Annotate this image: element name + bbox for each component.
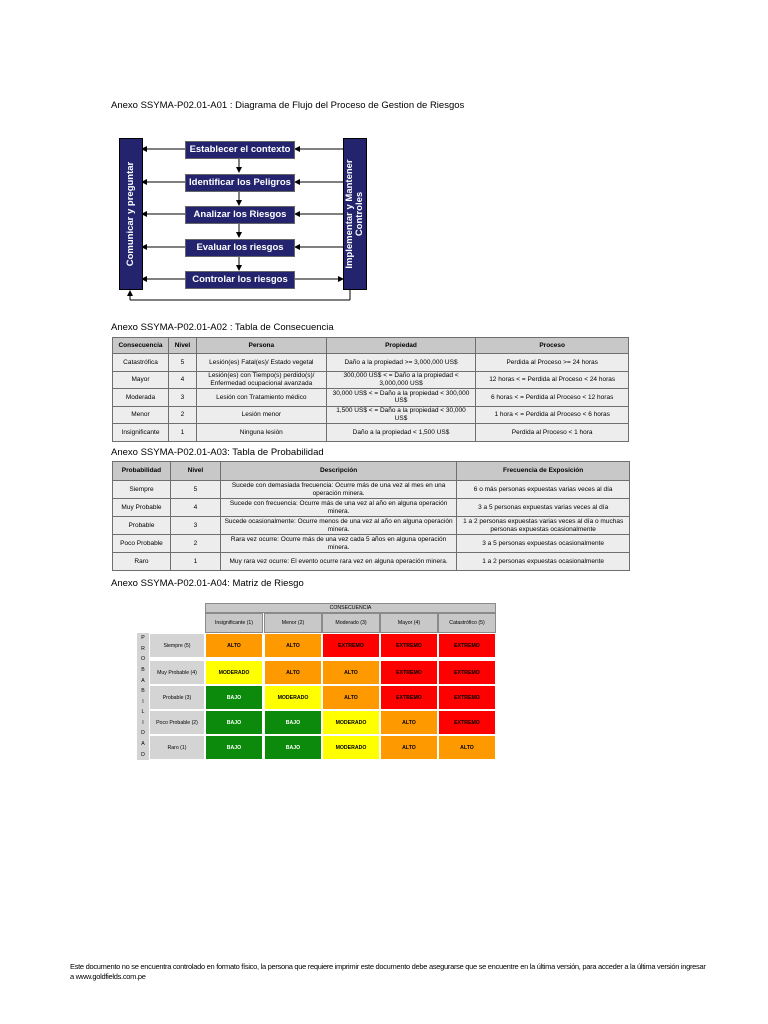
matrix-cell: EXTREMO — [438, 660, 496, 685]
table-cell: Lesión(es) Fatal(es)/ Estado vegetal — [196, 354, 326, 372]
table-cell: 6 horas < = Perdida al Proceso < 12 horas — [476, 389, 629, 407]
matrix-col-header: Mayor (4) — [380, 613, 438, 633]
heading-a01: Anexo SSYMA-P02.01-A01 : Diagrama de Flujo del Proceso de Gestion de Riesgos — [111, 100, 465, 111]
table-cell: 3 a 5 personas expuestas varias veces al día — [457, 499, 630, 517]
left-bar-communicate — [119, 138, 143, 290]
table-row — [113, 517, 630, 535]
table-cell: Daño a la propiedad >= 3,000,000 US$ — [326, 354, 476, 372]
matrix-cell: EXTREMO — [380, 633, 438, 658]
table-cell: Muy rara vez ocurre: El evento ocurre rara vez en alguna operación minera. — [220, 553, 456, 571]
matrix-cell: EXTREMO — [438, 710, 496, 735]
matrix-cell: EXTREMO — [438, 685, 496, 710]
flow-step-1: Establecer el contexto — [185, 141, 295, 159]
table-cell: Sucede con demasiada frecuencia: Ocurre más de una vez al mes en una operación minera. — [220, 481, 456, 499]
matrix-cell: ALTO — [322, 660, 380, 685]
col-header: Nivel — [168, 338, 196, 354]
matrix-cell: EXTREMO — [380, 660, 438, 685]
table-cell: 1,500 US$ < = Daño a la propiedad < 30,000 US$ — [326, 406, 476, 424]
consequence-table — [112, 337, 629, 442]
matrix-cell: MODERADO — [322, 735, 380, 760]
matrix-cell: ALTO — [205, 633, 263, 658]
right-bar-label-line2: Controles — [354, 191, 365, 237]
flow-step-3: Analizar los Riesgos — [185, 206, 295, 224]
matrix-col-header: Moderado (3) — [322, 613, 380, 633]
matrix-cell: EXTREMO — [380, 685, 438, 710]
table-cell: 300,000 US$ < = Daño a la propiedad < 3,000,000 US$ — [326, 371, 476, 389]
probability-letter: D — [141, 730, 145, 737]
matrix-cell: MODERADO — [205, 660, 263, 685]
col-header: Frecuencia de Exposición — [457, 462, 630, 481]
flow-step-5: Controlar los riesgos — [185, 271, 295, 289]
table-row — [113, 535, 630, 553]
table-cell: 1 a 2 personas expuestas ocasionalmente — [457, 553, 630, 571]
table-cell: Lesión menor — [196, 406, 326, 424]
table-cell: Moderada — [113, 389, 169, 407]
probability-letter: A — [141, 677, 145, 684]
probability-letter: I — [142, 698, 144, 705]
table-cell: Perdida al Proceso >= 24 horas — [476, 354, 629, 372]
table-row — [113, 354, 629, 372]
matrix-cell: BAJO — [205, 710, 263, 735]
right-bar-implement — [343, 138, 367, 290]
probability-letter: O — [140, 656, 146, 663]
matrix-col-header: Menor (2) — [264, 613, 322, 633]
probability-letter: D — [141, 751, 145, 758]
table-cell: 4 — [170, 499, 220, 517]
matrix-row-header: Siempre (5) — [149, 633, 205, 658]
table-cell: 30,000 US$ < = Daño a la propiedad < 300,000 US$ — [326, 389, 476, 407]
table-cell: 4 — [168, 371, 196, 389]
table-cell: 3 — [168, 389, 196, 407]
right-bar-label — [345, 159, 365, 268]
probability-table — [112, 461, 630, 571]
table-cell: Lesión con Tratamiento médico — [196, 389, 326, 407]
table-cell: Poco Probable — [113, 535, 171, 553]
matrix-row-header: Muy Probable (4) — [149, 660, 205, 685]
probability-letter: R — [141, 645, 145, 652]
matrix-cell: ALTO — [380, 735, 438, 760]
table-cell: 2 — [168, 406, 196, 424]
col-header: Nivel — [170, 462, 220, 481]
probability-letter: B — [141, 667, 145, 674]
table-row — [113, 553, 630, 571]
probability-letter: I — [142, 719, 144, 726]
table-cell: 2 — [170, 535, 220, 553]
col-header: Propiedad — [326, 338, 476, 354]
table-cell: Mayor — [113, 371, 169, 389]
risk-matrix — [137, 603, 497, 761]
col-header: Consecuencia — [113, 338, 169, 354]
table-cell: Sucede ocasionalmente: Ocurre menos de una vez al año en alguna operación minera. — [220, 517, 456, 535]
table-row — [113, 389, 629, 407]
col-header: Probabilidad — [113, 462, 171, 481]
table-cell: Probable — [113, 517, 171, 535]
table-row — [113, 499, 630, 517]
table-row — [113, 406, 629, 424]
table-cell: Ninguna lesión — [196, 424, 326, 442]
matrix-cell: ALTO — [322, 685, 380, 710]
table-cell: Menor — [113, 406, 169, 424]
risk-process-flow-diagram — [118, 138, 368, 306]
matrix-cell: ALTO — [264, 660, 322, 685]
table-cell: 3 — [170, 517, 220, 535]
matrix-cell: EXTREMO — [322, 633, 380, 658]
table-cell: 1 — [168, 424, 196, 442]
matrix-cell: BAJO — [205, 735, 263, 760]
flow-step-2: Identificar los Peligros — [185, 174, 295, 192]
table-cell: 3 a 5 personas expuestas ocasionalmente — [457, 535, 630, 553]
matrix-probability-axis — [137, 633, 149, 760]
probability-letter: P — [141, 635, 145, 642]
table-header-row — [113, 462, 630, 481]
matrix-cell: ALTO — [264, 633, 322, 658]
table-cell: 5 — [170, 481, 220, 499]
table-cell: 1 — [170, 553, 220, 571]
matrix-cell: EXTREMO — [438, 633, 496, 658]
matrix-cell: MODERADO — [264, 685, 322, 710]
table-cell: 5 — [168, 354, 196, 372]
col-header: Proceso — [476, 338, 629, 354]
matrix-cell: BAJO — [264, 735, 322, 760]
matrix-cell: BAJO — [205, 685, 263, 710]
probability-letter: B — [141, 688, 145, 695]
probability-letter: L — [141, 709, 145, 716]
table-cell: Siempre — [113, 481, 171, 499]
table-header-row — [113, 338, 629, 354]
footer-disclaimer: Este documento no se encuentra controlado en formato físico, la persona que requiere imprimir este documento debe asegurarse que se encuentre en la última versión, para acceder a la última versión ingresar a www.goldfields.com.pe — [70, 962, 706, 981]
table-cell: Insignificante — [113, 424, 169, 442]
table-cell: Raro — [113, 553, 171, 571]
table-cell: Perdida al Proceso < 1 hora — [476, 424, 629, 442]
matrix-row-header: Raro (1) — [149, 735, 205, 760]
matrix-col-header: Catastrófico (5) — [438, 613, 496, 633]
table-row — [113, 424, 629, 442]
heading-a03: Anexo SSYMA-P02.01-A03: Tabla de Probabilidad — [111, 447, 324, 458]
table-cell: 1 hora < = Perdida al Proceso < 6 horas — [476, 406, 629, 424]
matrix-title: CONSECUENCIA — [205, 603, 496, 613]
matrix-col-header: Insignificante (1) — [205, 613, 263, 633]
table-cell: 1 a 2 personas expuestas varias veces al día o muchas personas expuestas ocasionalmente — [457, 517, 630, 535]
probability-letter: A — [141, 741, 145, 748]
table-cell: Catastrófica — [113, 354, 169, 372]
heading-a04: Anexo SSYMA-P02.01-A04: Matriz de Riesgo — [111, 578, 304, 589]
flow-step-4: Evaluar los riesgos — [185, 239, 295, 257]
table-cell: Sucede con frecuencia: Ocurre más de una vez al año en alguna operación minera. — [220, 499, 456, 517]
table-cell: Lesión(es) con Tiempo(s) perdido(s)/ Enfermedad ocupacional avanzada — [196, 371, 326, 389]
matrix-cell: ALTO — [438, 735, 496, 760]
heading-a02: Anexo SSYMA-P02.01-A02 : Tabla de Consecuencia — [111, 322, 334, 333]
table-cell: Daño a la propiedad < 1,500 US$ — [326, 424, 476, 442]
left-bar-label: Comunicar y preguntar — [125, 161, 136, 267]
matrix-cell: ALTO — [380, 710, 438, 735]
matrix-cell: MODERADO — [322, 710, 380, 735]
table-cell: Rara vez ocurre: Ocurre más de una vez cada 5 años en alguna operación minera. — [220, 535, 456, 553]
table-row — [113, 481, 630, 499]
col-header: Persona — [196, 338, 326, 354]
matrix-cell: BAJO — [264, 710, 322, 735]
table-cell: Muy Probable — [113, 499, 171, 517]
table-cell: 6 o más personas expuestas varias veces al día — [457, 481, 630, 499]
matrix-row-header: Poco Probable (2) — [149, 710, 205, 735]
right-bar-label-line1: Implementar y Mantener — [344, 159, 355, 269]
matrix-row-header: Probable (3) — [149, 685, 205, 710]
col-header: Descripción — [220, 462, 456, 481]
table-row — [113, 371, 629, 389]
table-cell: 12 horas < = Perdida al Proceso < 24 horas — [476, 371, 629, 389]
